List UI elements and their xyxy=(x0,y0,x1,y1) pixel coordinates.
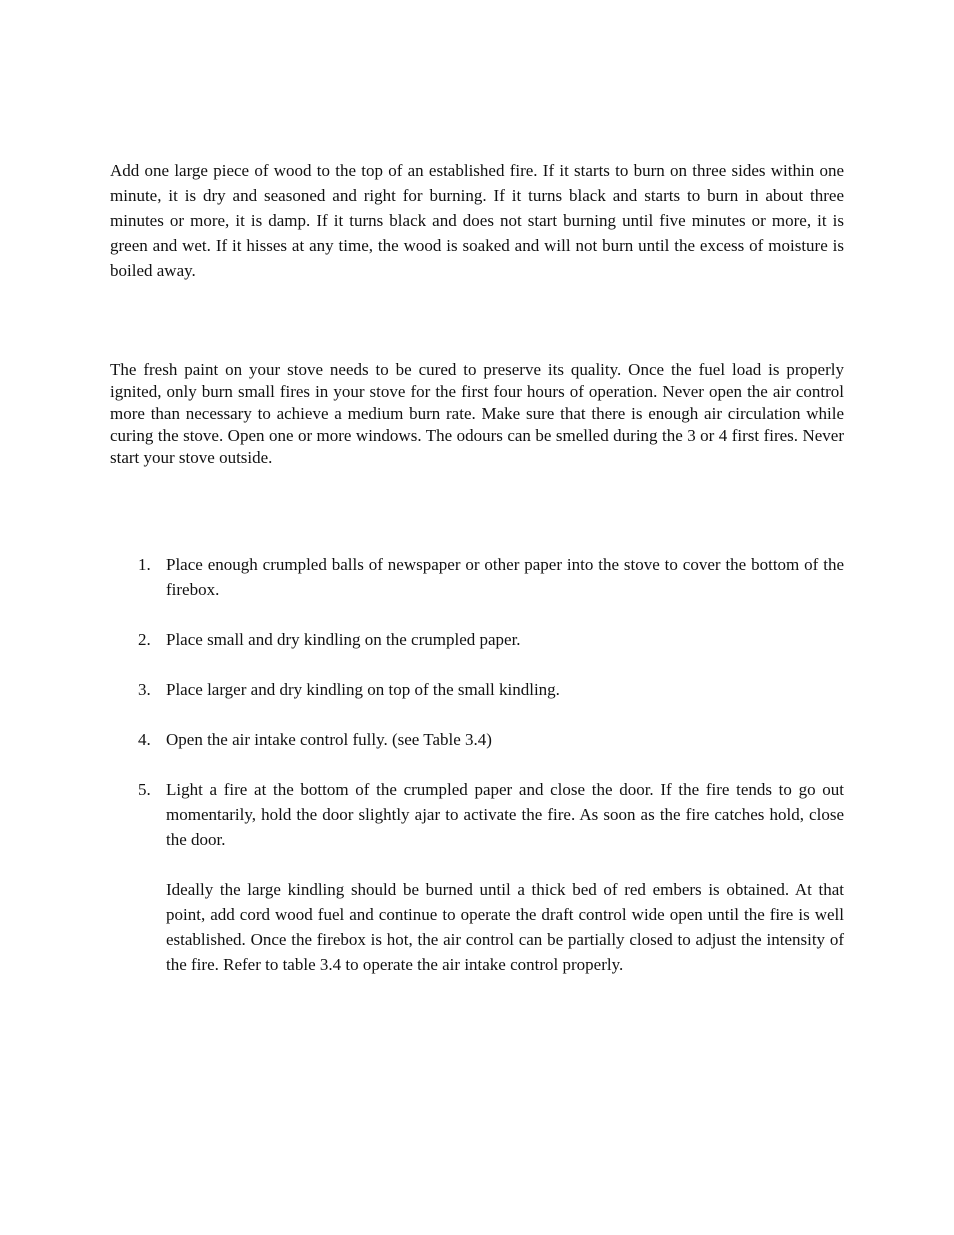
list-item xyxy=(110,727,844,752)
step-text: Place small and dry kindling on the crumpled paper. xyxy=(166,630,521,649)
step-text: Place enough crumpled balls of newspaper or other paper into the stove to cover the bottom of the firebox. xyxy=(166,555,844,599)
step-text: Place larger and dry kindling on top of the small kindling. xyxy=(166,680,560,699)
step-text: Open the air intake control fully. (see Table 3.4) xyxy=(166,730,492,749)
step-number: 5. xyxy=(138,780,151,799)
list-item xyxy=(110,777,844,977)
step-number: 1. xyxy=(138,555,151,574)
wood-moisture-test-paragraph: Add one large piece of wood to the top of an established fire. If it starts to burn on three sides within one minute, it is dry and seasoned and right for burning. If it turns black and starts to burn in about three minutes or more, it is damp. If it turns black and does not start burning until five minutes or more, it is green and wet. If it hisses at any time, the wood is soaked and will not burn until the excess of moisture is boiled away. xyxy=(110,161,844,280)
step-text: Light a fire at the bottom of the crumpled paper and close the door. If the fire tends to go out momentarily, hold the door slightly ajar to activate the fire. As soon as the fire catches hold, close the door. xyxy=(166,780,844,849)
list-item xyxy=(110,552,844,602)
list-item xyxy=(110,627,844,652)
paint-curing-paragraph: The fresh paint on your stove needs to be cured to preserve its quality. Once the fuel load is properly ignited, only burn small fires in your stove for the first four hours of operation. Never open the air control more than necessary to achieve a medium burn rate. Make sure that there is enough air circulation while curing the stove. Open one or more windows. The odours can be smelled during the 3 or 4 first fires. Never start your stove outside. xyxy=(110,360,844,467)
step-number: 3. xyxy=(138,680,151,699)
list-item xyxy=(110,677,844,702)
fire-lighting-steps xyxy=(110,552,844,1002)
step-note: Ideally the large kindling should be burned until a thick bed of red embers is obtained. At that point, add cord wood fuel and continue to operate the draft control wide open until the fire is well established. Once the firebox is hot, the air control can be partially closed to adjust the intensity of the fire. Refer to table 3.4 to operate the air intake control properly. xyxy=(166,880,844,974)
step-number: 2. xyxy=(138,630,151,649)
step-number: 4. xyxy=(138,730,151,749)
